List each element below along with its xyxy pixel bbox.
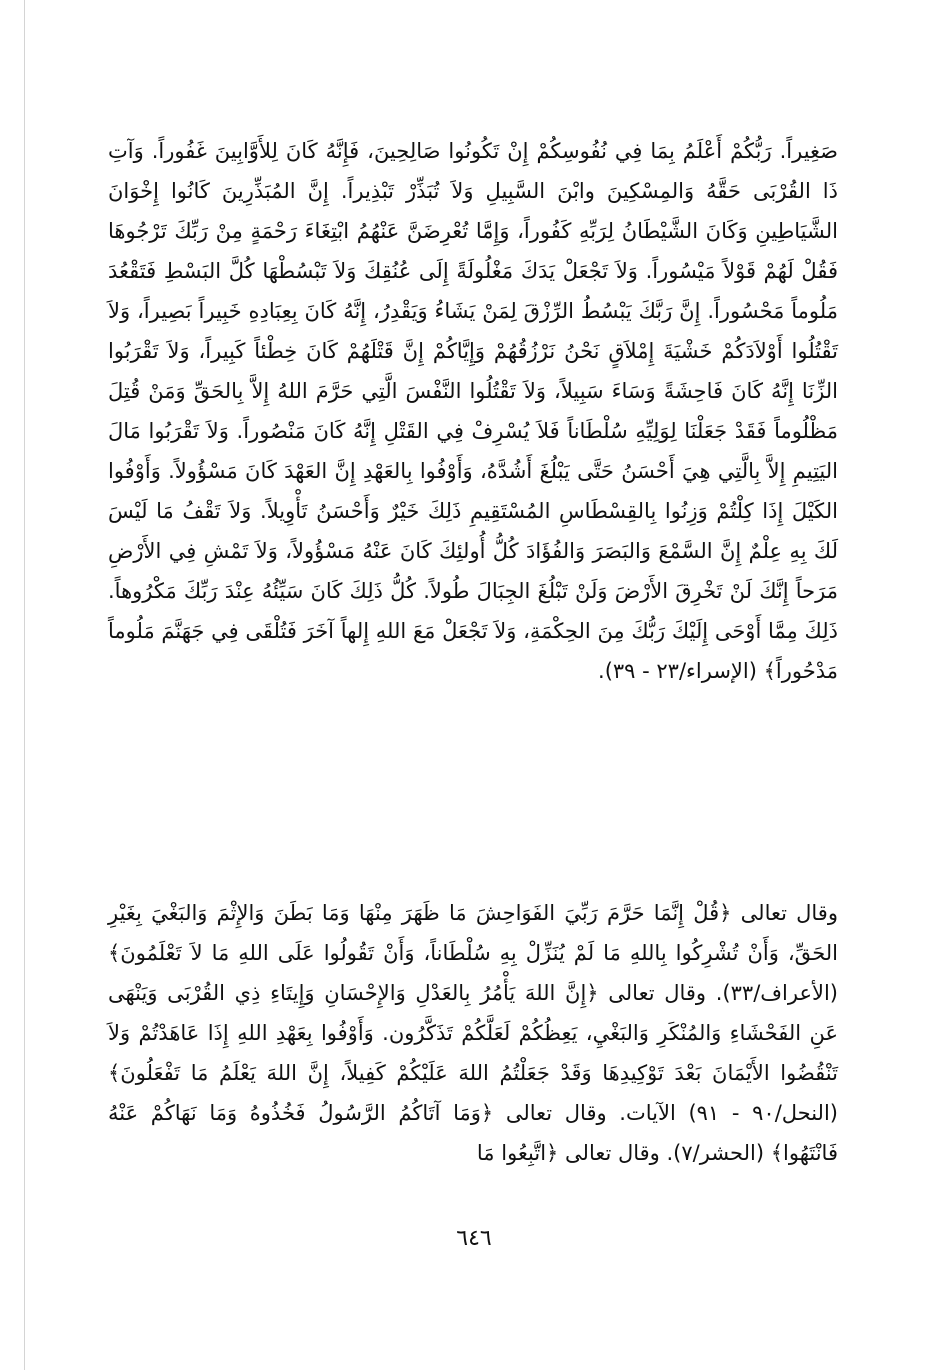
- page-number: ٦٤٦: [456, 1226, 492, 1251]
- page-edge-line: [24, 0, 25, 1370]
- paragraph-quran-citations: وقال تعالى ﴿قُلْ إِنَّمَا حَرَّمَ رَبِّيَ الفَوَاحِشَ مَا ظَهَرَ مِنْهَا وَمَا بَطَنَ وَالإِثْمَ وَالبَغْيَ بِغَيْرِ الحَقِّ، وَأَنْ تُشْرِكُوا بِاللهِ مَا لَمْ يُنَزِّلْ بِهِ سُلْطَاناً، وَأَنْ تَقُولُوا عَلَى اللهِ مَا لاَ تَعْلَمُونَ﴾ (الأعراف/٣٣). وقال تعالى ﴿إِنَّ اللهَ يَأْمُرُ بِالعَدْلِ وَالإِحْسَانِ وَإِيتَاءِ ذِي القُرْبَى وَيَنْهَى عَنِ الفَحْشَاءِ وَالمُنْكَرِ وَالبَغْيِ، يَعِظُكُمْ لَعَلَّكُمْ تَذَكَّرُون. وَأَوْفُوا بِعَهْدِ اللهِ إِذَا عَاهَدْتُمْ وَلاَ تَنْقُضُوا الأَيْمَانَ بَعْدَ تَوْكِيدِهَا وَقَدْ جَعَلْتُمُ اللهَ عَلَيْكُمْ كَفِيلاً، إِنَّ اللهَ يَعْلَمُ مَا تَفْعَلُونَ﴾ (النحل/٩٠ - ٩١) الآيات. وقال تعالى ﴿وَمَا آتَاكُمُ الرَّسُولُ فَخُذُوهُ وَمَا نَهَاكُمْ عَنْهُ فَانْتَهُوا﴾ (الحشر/٧). وقال تعالى ﴿اتَّبِعُوا مَا: [108, 901, 838, 1165]
- paragraph-quran-isra: صَغِيراً. رَبُّكُمْ أَعْلَمُ بِمَا فِي نُفُوسِكُمْ إِنْ تَكُونُوا صَالِحِينَ، فَإِنَّهُ كَانَ لِلأَوَّابِينَ غَفُوراً. وَآتِ ذَا القُرْبَى حَقَّهُ وَالمِسْكِينَ وابْنَ السَّبِيلِ وَلاَ تُبَذِّرْ تَبْذِيراً. إِنَّ المُبَذِّرِينَ كَانُوا إِخْوَانَ الشَّيَاطِينِ وَكَانَ الشَّيْطَانُ لِرَبِّهِ كَفُوراً، وَإِمَّا تُعْرِضَنَّ عَنْهُمُ ابْتِغَاءَ رَحْمَةٍ مِنْ رَبِّكَ تَرْجُوهَا فَقُلْ لَهُمْ قَوْلاً مَيْسُوراً. وَلاَ تَجْعَلْ يَدَكَ مَغْلُولَةً إِلَى عُنُقِكَ وَلاَ تَبْسُطْهَا كُلَّ البَسْطِ فَتَقْعُدَ مَلُوماً مَحْسُوراً. إِنَّ رَبَّكَ يَبْسُطُ الرِّزْقَ لِمَنْ يَشَاءُ وَيَقْدِرُ، إِنَّهُ كَانَ بِعِبَادِهِ خَبِيراً بَصِيراً، وَلاَ تَقْتُلُوا أَوْلاَدَكُمْ خَشْيَةَ إِمْلاَقٍ نَحْنُ نَرْزُقُهُمْ وَإِيَّاكُمْ إِنَّ قَتْلَهُمْ كَانَ خِطْئاً كَبِيراً، وَلاَ تَقْرَبُوا الزِّنَا إِنَّهُ كَانَ فَاحِشَةً وَسَاءَ سَبِيلاً، وَلاَ تَقْتُلُوا النَّفْسَ الَّتِي حَرَّمَ اللهُ إِلاَّ بِالحَقِّ وَمَنْ قُتِلَ مَظْلُوماً فَقَدْ جَعَلْنَا لِوَلِيِّهِ سُلْطَاناً فَلاَ يُسْرِفْ فِي القَتْلِ إِنَّهُ كَانَ مَنْصُوراً. وَلاَ تَقْرَبُوا مَالَ اليَتِيمِ إِلاَّ بِالَّتِي هِيَ أَحْسَنُ حَتَّى يَبْلُغَ أَشُدَّهُ، وَأَوْفُوا بِالعَهْدِ إِنَّ العَهْدَ كَانَ مَسْؤُولاً. وَأَوْفُوا الكَيْلَ إِذَا كِلْتُمْ وَزِنُوا بِالقِسْطَاسِ المُسْتَقِيمِ ذَلِكَ خَيْرٌ وَأَحْسَنُ تَأْوِيلاً. وَلاَ تَقْفُ مَا لَيْسَ لَكَ بِهِ عِلْمٌ إِنَّ السَّمْعَ وَالبَصَرَ وَالفُؤَادَ كُلُّ أُولئِكَ كَانَ عَنْهُ مَسْؤُولاً، وَلاَ تَمْشِ فِي الأَرْضِ مَرَحاً إِنَّكَ لَنْ تَخْرِقَ الأَرْضَ وَلَنْ تَبْلُغَ الجِبَالَ طُولاً. كُلُّ ذَلِكَ كَانَ سَيِّئُهُ عِنْدَ رَبِّكَ مَكْرُوهاً. ذَلِكَ مِمَّا أَوْحَى إِلَيْكَ رَبُّكَ مِنَ الحِكْمَةِ، وَلاَ تَجْعَلْ مَعَ اللهِ إِلهاً آخَرَ فَتُلْقَى فِي جَهَنَّمَ مَلُوماً مَدْحُوراً﴾ (الإسراء/٢٣ - ٣٩).: [108, 139, 838, 683]
